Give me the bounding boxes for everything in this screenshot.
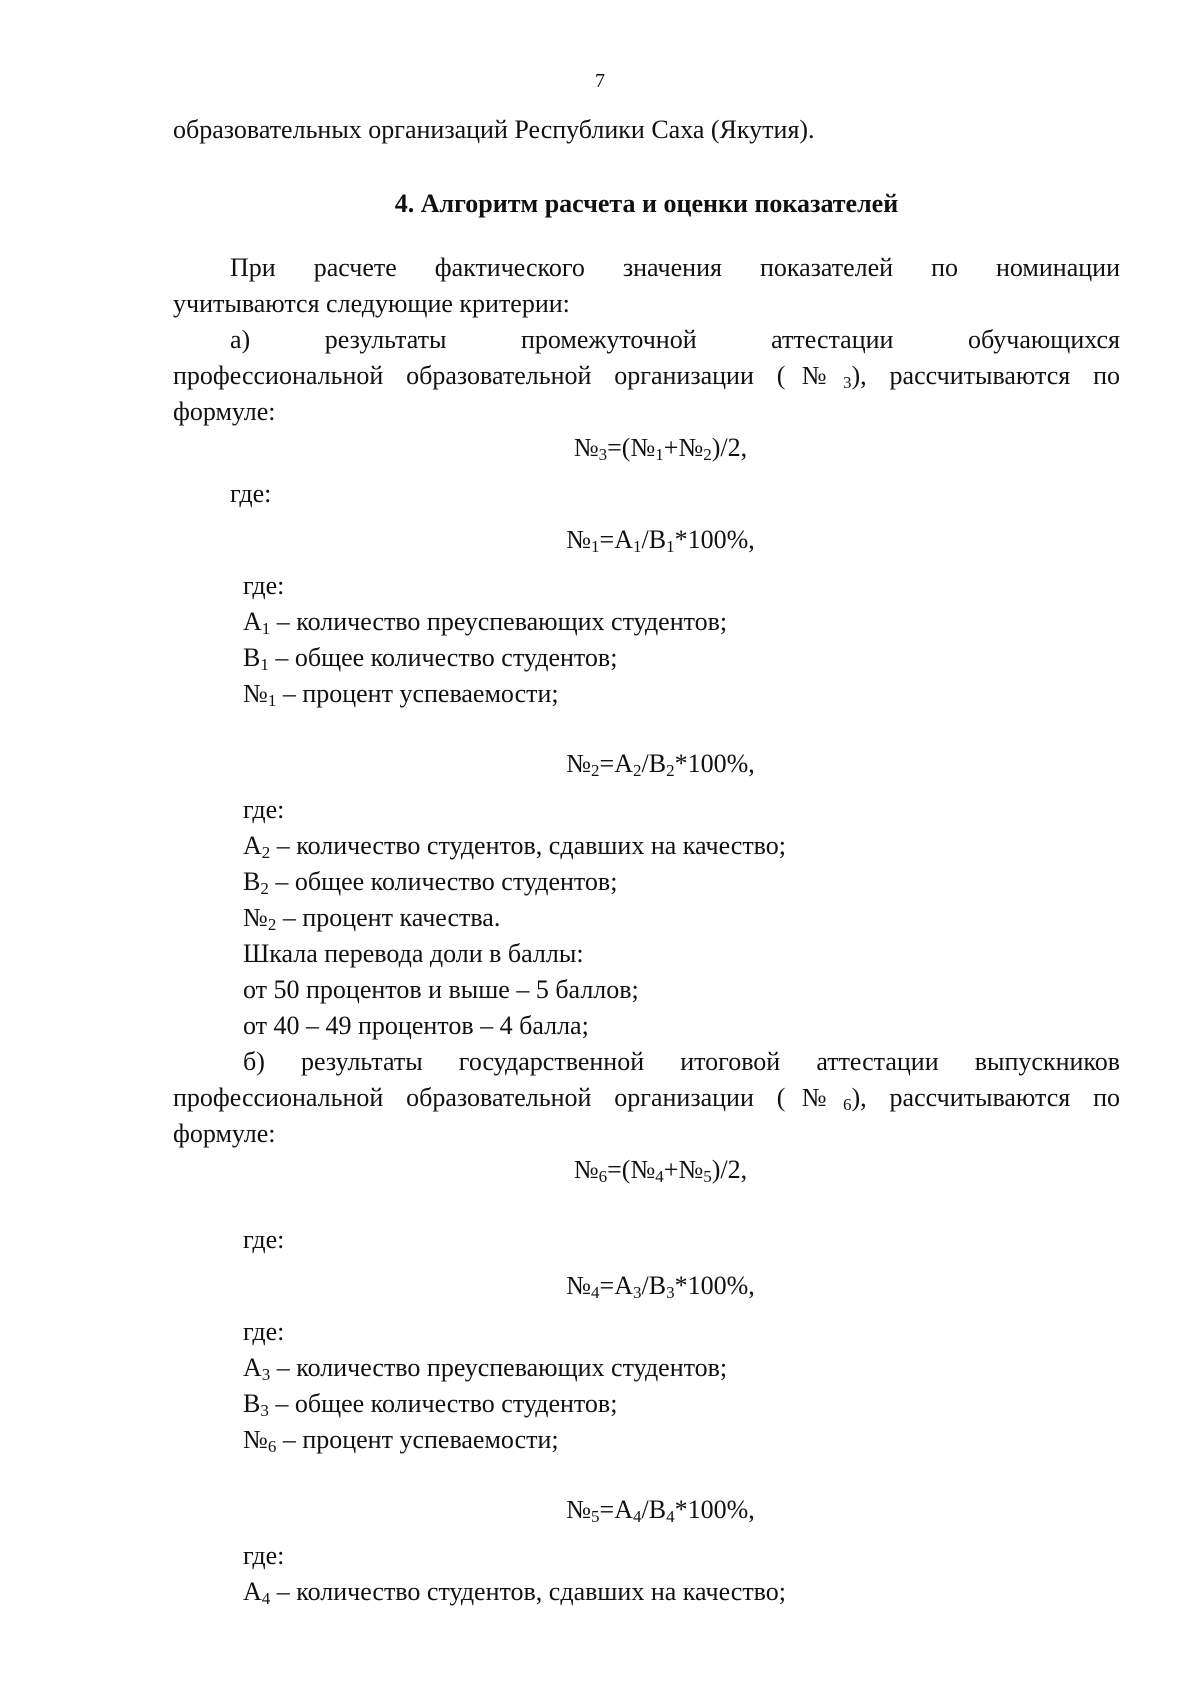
definition-line: $A_3$ – количество преуспевающих студентов; [243,1353,728,1384]
scale-title: Шкала перевода доли в баллы: [243,939,584,968]
item-b-line1: б) результаты государственной итоговой аттестации выпускников [243,1047,1120,1076]
definition-line: $B_1$ – общее количество студентов; [243,643,618,674]
where-label: где: [243,1541,285,1570]
formula-n3: $№_3=(№_1+№_2)/2$, [573,433,748,464]
where-label: где: [243,1225,285,1254]
formula-n2: $№_2=A_2/B_2*100\%$, [566,749,755,780]
definition-line: $A_2$ – количество студентов, сдавших на качество; [243,831,787,862]
where-label: где: [243,795,285,824]
scale-line: от 40 – 49 процентов – 4 балла; [243,1011,589,1040]
paragraph-criteria-line2: учитываются следующие критерии: [173,289,570,318]
formula-n4: $№_4=A_3/B_3*100\%$, [566,1271,755,1302]
section-heading: 4. Алгоритм расчета и оценки показателей [394,189,899,218]
item-a-line2: профессиональной образовательной организации $(№_3)$, рассчитываются по [173,361,1120,392]
intro-line: образовательных организаций Республики Саха (Якутия). [173,115,815,144]
page-content [173,112,1120,1610]
where-label: где: [243,1317,285,1346]
where-label: где: [243,571,285,600]
definition-line: $№_2$ – процент качества. [243,903,501,934]
formula-n6: $№_6=(№_4+№_5)/2$, [573,1155,748,1186]
item-b-line3: формуле: [173,1119,276,1148]
definition-line: $B_2$ – общее количество студентов; [243,867,618,898]
item-b-line2: профессиональной образовательной организации $(№_6)$, рассчитываются по [173,1083,1120,1114]
page-number: 7 [595,70,605,92]
scale-line: от 50 процентов и выше – 5 баллов; [243,975,639,1004]
definition-line: $B_3$ – общее количество студентов; [243,1389,618,1420]
item-a-line3: формуле: [173,397,276,426]
definition-line: $№_6$ – процент успеваемости; [243,1425,559,1456]
definition-line: $A_4$ – количество студентов, сдавших на качество; [243,1577,787,1608]
paragraph-criteria-line1: При расчете фактического значения показателей по номинации [230,253,1120,282]
formula-n5: $№_5=A_4/B_4*100\%$, [566,1495,755,1526]
definition-line: $№_1$ – процент успеваемости; [243,679,559,710]
item-a-line1: а) результаты промежуточной аттестации обучающихся [230,325,1120,354]
definition-line: $A_1$ – количество преуспевающих студентов; [243,607,728,638]
formula-n1: $№_1=A_1/B_1*100\%$, [566,525,755,556]
where-label: где: [230,479,272,508]
